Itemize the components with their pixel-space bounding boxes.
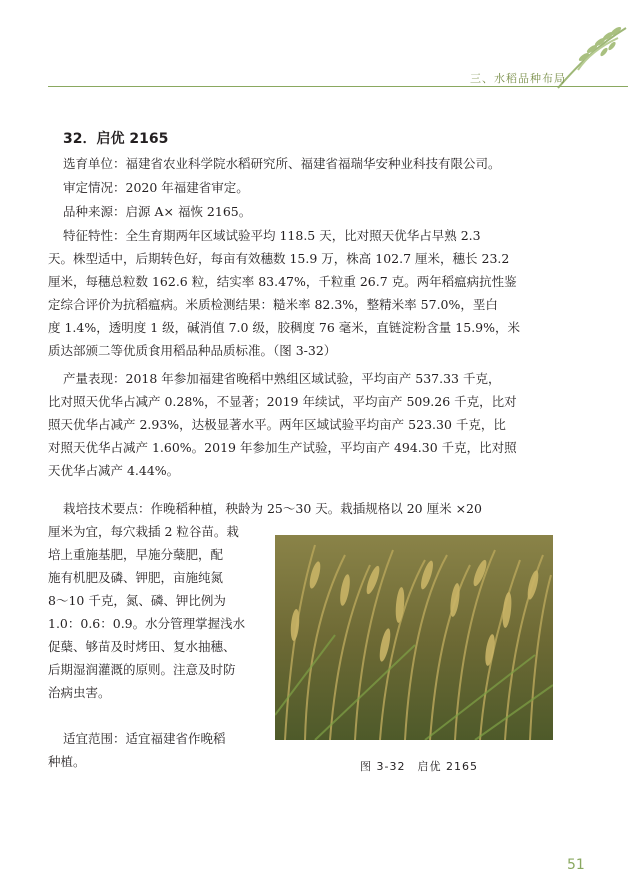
yield-line: 对照天优华占减产 1.60%。2019 年参加生产试验，平均亩产 494.30 千克，比对照: [48, 440, 517, 455]
breeding-unit-paragraph: [63, 152, 553, 175]
yield-line: 照天优华占减产 2.93%，达极显著水平。两年区域试验平均亩产 523.30 千克，比: [48, 417, 506, 432]
approval-text: 审定情况：2020 年福建省审定。: [63, 180, 249, 195]
source-paragraph: [63, 200, 553, 223]
yield-line: 天优华占减产 4.44%。: [48, 463, 180, 478]
traits-paragraph: [48, 224, 553, 362]
traits-line: 特征特性：全生育期两年区域试验平均 118.5 天，比对照天优华占早熟 2.3: [63, 228, 481, 243]
cultivation-line: 促蘖、够苗及时烤田、复水抽穗、: [48, 639, 236, 654]
cultivation-line: 栽培技术要点：作晚稻种植，秧龄为 25～30 天。栽插规格以 20 厘米 ×20: [63, 501, 482, 516]
breeding-unit-text: 选育单位：福建省农业科学院水稻研究所、福建省福瑞华安种业科技有限公司。: [63, 156, 501, 171]
traits-line: 定综合评价为抗稻瘟病。米质检测结果：糙米率 82.3%，整精米率 57.0%，垩白: [48, 297, 498, 312]
yield-line: 产量表现：2018 年参加福建省晚稻中熟组区域试验，平均亩产 537.33 千克，: [63, 371, 501, 386]
rice-field-image: [275, 535, 553, 740]
page-header: [0, 0, 628, 100]
header-divider: [48, 86, 628, 87]
source-text: 品种来源：启源 A× 福恢 2165。: [63, 204, 252, 219]
traits-line: 度 1.4%，透明度 1 级，碱消值 7.0 级，胶稠度 76 毫米，直链淀粉含量 15.9%，米: [48, 320, 520, 335]
cultivation-line: 厘米为宜，每穴栽插 2 粒谷苗。栽: [48, 524, 239, 539]
cultivation-line: 后期湿润灌溉的原则。注意及时防: [48, 662, 236, 677]
yield-paragraph: [48, 367, 553, 482]
region-line: 种植。: [48, 754, 86, 769]
traits-line: 天。株型适中，后期转色好，每亩有效穗数 15.9 万，株高 102.7 厘米，穗长 23.2: [48, 251, 510, 266]
cultivation-line: 培上重施基肥，早施分蘖肥，配: [48, 547, 224, 562]
cultivation-line: 8～10 千克，氮、磷、钾比例为: [48, 593, 226, 608]
region-line: 适宜范围：适宜福建省作晚稻: [63, 731, 226, 746]
cultivation-line: 治病虫害。: [48, 685, 111, 700]
cultivation-line: 施有机肥及磷、钾肥，亩施纯氮: [48, 570, 224, 585]
traits-line: 厘米，每穗总粒数 162.6 粒，结实率 83.47%，千粒重 26.7 克。两年稻瘟病抗性鉴: [48, 274, 517, 289]
rice-field-photo: [275, 535, 553, 740]
section-title: 三、水稻品种布局: [470, 72, 566, 85]
cultivation-line: 1.0：0.6：0.9。水分管理掌握浅水: [48, 616, 246, 631]
figure-caption: 图 3-32 启优 2165: [360, 760, 478, 773]
approval-paragraph: [63, 176, 553, 199]
traits-line: 质达部颁二等优质食用稻品种品质标准。（图 3-32）: [48, 343, 337, 358]
page-number: 51: [567, 857, 585, 873]
entry-heading: 32．启优 2165: [63, 131, 169, 147]
yield-line: 比对照天优华占减产 0.28%，不显著；2019 年续试，平均亩产 509.26 千克，比对: [48, 394, 517, 409]
